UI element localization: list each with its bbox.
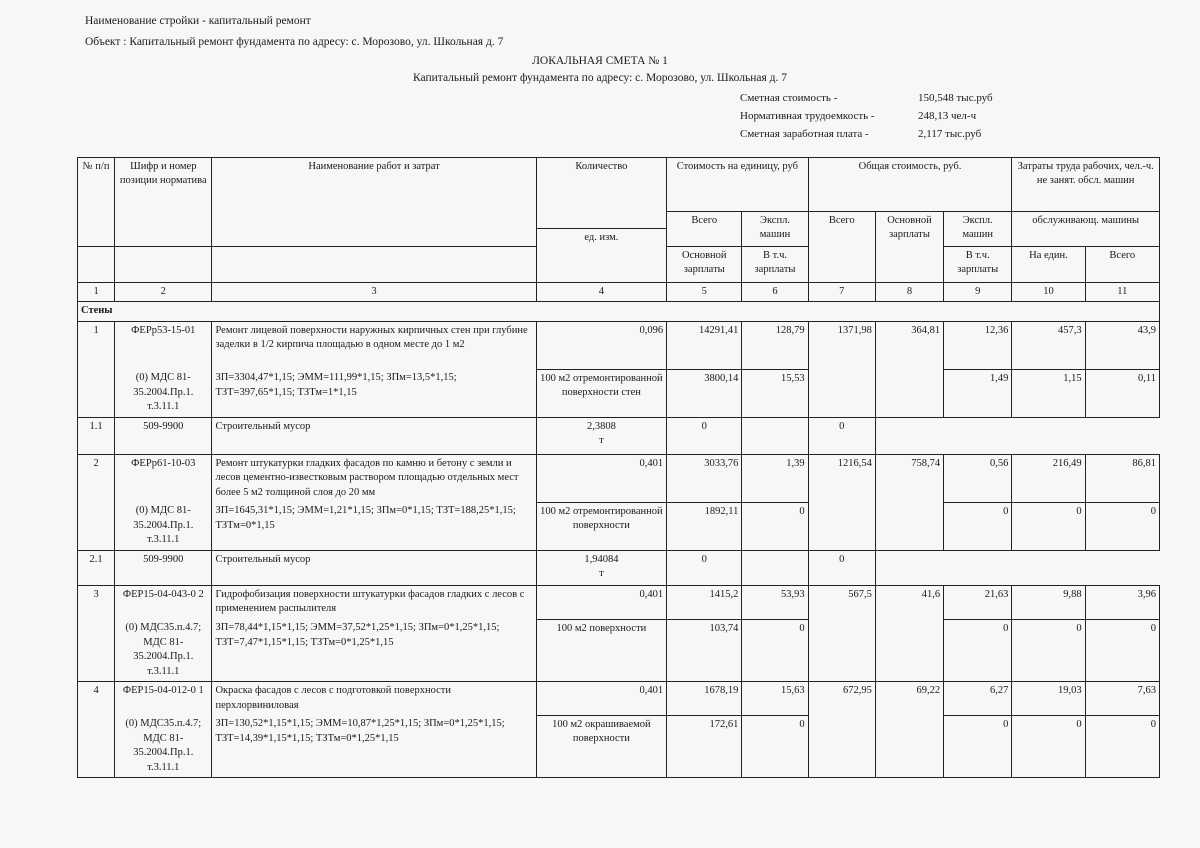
row-code: ФЕР15-04-043-0 2: [115, 585, 212, 619]
row-formula: ЗП=1645,31*1,15; ЭММ=1,21*1,15; ЗПм=0*1,15; ТЗТ=188,25*1,15; ТЗТм=0*1,15: [212, 502, 536, 550]
col-number: 1: [78, 283, 115, 302]
document-subtitle: Капитальный ремонт фундамента по адресу: с. Морозово, ул. Школьная д. 7: [413, 72, 787, 84]
col-number: 3: [212, 283, 536, 302]
table-row: [78, 417, 1160, 454]
table-row: [78, 454, 1160, 502]
row-num: 1: [78, 321, 115, 417]
row-c9b: 1,49: [944, 369, 1012, 417]
row-c11b: 0,11: [1085, 369, 1159, 417]
section-row: [78, 302, 1160, 321]
row-c5: 1678,19: [667, 682, 742, 715]
row-code-ref: (0) МДС35.п.4.7; МДС 81-35.2004.Пр.1. т.3.11.1: [115, 715, 212, 777]
row-name: Строительный мусор: [212, 550, 536, 585]
row-c6b: 0: [742, 619, 808, 681]
row-c5b: 103,74: [667, 619, 742, 681]
row-c10: 216,49: [1012, 454, 1085, 502]
summary-wage-label: Сметная заработная плата -: [740, 128, 869, 140]
row-c6: 128,79: [742, 321, 808, 369]
row-c6: 1,39: [742, 454, 808, 502]
row-code: 509-9900: [115, 417, 212, 454]
col-number: 7: [808, 283, 875, 302]
row-c9: 21,63: [944, 585, 1012, 619]
row-c7: 567,5: [808, 585, 875, 681]
table-row: [78, 321, 1160, 369]
row-unit: 100 м2 окрашиваемой поверхности: [536, 715, 666, 777]
row-code-ref: (0) МДС35.п.4.7; МДС 81-35.2004.Пр.1. т.3.11.1: [115, 619, 212, 681]
row-qty: 0,401: [536, 585, 666, 619]
summary-labor: [740, 110, 976, 122]
col-number: 6: [742, 283, 808, 302]
col-number: 5: [667, 283, 742, 302]
row-code: ФЕРр61-10-03: [115, 454, 212, 502]
col-number: 8: [875, 283, 943, 302]
row-c11b: 0: [1085, 715, 1159, 777]
col-number: 2: [115, 283, 212, 302]
col5-wages-header: Основной зарплаты: [667, 247, 742, 283]
row-code-ref: (0) МДС 81-35.2004.Пр.1. т.3.11.1: [115, 369, 212, 417]
section-title: Стены: [78, 302, 1160, 321]
row-c8: 41,6: [875, 585, 943, 681]
row-c10: 457,3: [1012, 321, 1085, 369]
row-c7: 0: [808, 417, 875, 454]
row-c5: 0: [667, 550, 742, 585]
row-c9: 12,36: [944, 321, 1012, 369]
row-c7: 672,95: [808, 682, 875, 778]
col9-incl-header: В т.ч. зарплаты: [944, 247, 1012, 283]
row-c5: 0: [667, 417, 742, 454]
col-name-header: Наименование работ и затрат: [212, 158, 536, 247]
col6-incl-header: В т.ч. зарплаты: [742, 247, 808, 283]
col-unit-cost-header: Стоимость на единицу, руб: [667, 158, 809, 212]
summary-wage: [740, 128, 981, 140]
row-c10b: 0: [1012, 502, 1085, 550]
col-number: 9: [944, 283, 1012, 302]
row-qty-value: 2,3808: [586, 420, 616, 432]
row-num: 2.1: [78, 550, 115, 585]
col-number: 11: [1085, 283, 1159, 302]
construction-name: Наименование стройки - капитальный ремонт: [85, 15, 311, 27]
row-c10: 9,88: [1012, 585, 1085, 619]
table-row: [78, 715, 1160, 777]
row-c6b: 0: [742, 502, 808, 550]
row-c7: 1371,98: [808, 321, 875, 417]
col6-machines-header: Экспл. машин: [742, 212, 808, 247]
row-c7: 0: [808, 550, 875, 585]
row-c6b: 15,53: [742, 369, 808, 417]
row-qty-value: 1,94084: [584, 553, 619, 565]
row-code: ФЕР15-04-012-0 1: [115, 682, 212, 715]
row-c8: 69,22: [875, 682, 943, 778]
table-row: [78, 502, 1160, 550]
row-unit: 100 м2 поверхности: [536, 619, 666, 681]
col-unit-header: ед. изм.: [536, 229, 666, 283]
row-formula: ЗП=78,44*1,15*1,15; ЭММ=37,52*1,25*1,15; ЗПм=0*1,25*1,15; ТЗТ=7,47*1,15*1,15; ТЗТм=0*1,25*1,15: [212, 619, 536, 681]
row-num: 4: [78, 682, 115, 778]
row-name: Ремонт лицевой поверхности наружных кирпичных стен при глубине заделки в 1/2 кирпича площадью в одном месте до 1 м2: [212, 321, 536, 369]
row-num: 2: [78, 454, 115, 550]
col-num-header: № п/п: [78, 158, 115, 247]
row-c8: 364,81: [875, 321, 943, 417]
column-numbers-row: [78, 283, 1160, 302]
row-c9b: 0: [944, 502, 1012, 550]
summary-cost-label: Сметная стоимость -: [740, 92, 838, 104]
row-c5b: 3800,14: [667, 369, 742, 417]
summary-wage-value: 2,117 тыс.руб: [918, 128, 982, 140]
document-title: ЛОКАЛЬНАЯ СМЕТА № 1: [532, 55, 668, 67]
col8-wages-header: Основной зарплаты: [875, 212, 943, 283]
col-total-cost-header: Общая стоимость, руб.: [808, 158, 1012, 212]
row-unit: т: [599, 568, 604, 580]
row-c9b: 0: [944, 619, 1012, 681]
row-c11: 7,63: [1085, 682, 1159, 715]
row-num: 1.1: [78, 417, 115, 454]
row-c11b: 0: [1085, 619, 1159, 681]
col-service-header: обслуживающ. машины: [1012, 212, 1160, 247]
row-name: Окраска фасадов с лесов с подготовкой поверхности перхлорвиниловая: [212, 682, 536, 715]
row-qty: [536, 550, 666, 585]
row-c5: 1415,2: [667, 585, 742, 619]
row-qty: 0,096: [536, 321, 666, 369]
summary-cost: [740, 92, 993, 104]
row-c11: 43,9: [1085, 321, 1159, 369]
col11-all-header: Всего: [1085, 247, 1159, 283]
row-c6: 15,63: [742, 682, 808, 715]
row-c10b: 0: [1012, 715, 1085, 777]
object-name: Объект : Капитальный ремонт фундамента по адресу: с. Морозово, ул. Школьная д. 7: [85, 36, 504, 48]
row-unit: 100 м2 отремонтированной поверхности стен: [536, 369, 666, 417]
col7-total-header: Всего: [808, 212, 875, 283]
row-c9: 0,56: [944, 454, 1012, 502]
row-c5: 14291,41: [667, 321, 742, 369]
row-c8: 758,74: [875, 454, 943, 550]
row-c11: 86,81: [1085, 454, 1159, 502]
col5-total-header: Всего: [667, 212, 742, 247]
row-c10: 19,03: [1012, 682, 1085, 715]
row-qty: [536, 417, 666, 454]
header-row-1: [78, 158, 1160, 212]
row-c11b: 0: [1085, 502, 1159, 550]
row-c10b: 0: [1012, 619, 1085, 681]
table-row: [78, 550, 1160, 585]
col10-per-unit-header: На един.: [1012, 247, 1085, 283]
row-c10b: 1,15: [1012, 369, 1085, 417]
row-c11: 3,96: [1085, 585, 1159, 619]
row-code-ref: (0) МДС 81-35.2004.Пр.1. т.3.11.1: [115, 502, 212, 550]
table-row: [78, 369, 1160, 417]
row-name: Ремонт штукатурки гладких фасадов по камню и бетону с земли и лесов цементно-известковым раствором площадью отдельных мест более 5 м2 толщиной слоя до 20 мм: [212, 454, 536, 502]
row-c6b: 0: [742, 715, 808, 777]
row-qty: 0,401: [536, 682, 666, 715]
table-row: [78, 585, 1160, 619]
col9-machines-header: Экспл. машин: [944, 212, 1012, 247]
estimate-table: [77, 157, 1160, 778]
summary-cost-value: 150,548 тыс.руб: [918, 92, 993, 104]
row-code: ФЕРр53-15-01: [115, 321, 212, 369]
summary-labor-label: Нормативная трудоемкость -: [740, 110, 875, 122]
col-code-header: Шифр и номер позиции норматива: [115, 158, 212, 247]
col-qty-header: Количество: [536, 158, 666, 229]
row-unit: т: [599, 435, 604, 447]
row-c9: 6,27: [944, 682, 1012, 715]
row-c6: 53,93: [742, 585, 808, 619]
row-c5: 3033,76: [667, 454, 742, 502]
col-labor-header: Затраты труда рабочих, чел.-ч. не занят. обсл. машин: [1012, 158, 1160, 212]
row-qty: 0,401: [536, 454, 666, 502]
row-c5b: 172,61: [667, 715, 742, 777]
row-c5b: 1892,11: [667, 502, 742, 550]
table-row: [78, 619, 1160, 681]
row-num: 3: [78, 585, 115, 681]
table-row: [78, 682, 1160, 715]
summary-labor-value: 248,13 чел-ч: [918, 110, 977, 122]
col-number: 4: [536, 283, 666, 302]
row-formula: ЗП=130,52*1,15*1,15; ЭММ=10,87*1,25*1,15; ЗПм=0*1,25*1,15; ТЗТ=14,39*1,15*1,15; ТЗТм=0*1,25*1,15: [212, 715, 536, 777]
row-name: Гидрофобизация поверхности штукатурки фасадов гладких с лесов с применением распылителя: [212, 585, 536, 619]
row-unit: 100 м2 отремонтированной поверхности: [536, 502, 666, 550]
col-number: 10: [1012, 283, 1085, 302]
row-c9b: 0: [944, 715, 1012, 777]
row-code: 509-9900: [115, 550, 212, 585]
row-formula: ЗП=3304,47*1,15; ЭММ=111,99*1,15; ЗПм=13,5*1,15; ТЗТ=397,65*1,15; ТЗТм=1*1,15: [212, 369, 536, 417]
row-name: Строительный мусор: [212, 417, 536, 454]
row-c7: 1216,54: [808, 454, 875, 550]
